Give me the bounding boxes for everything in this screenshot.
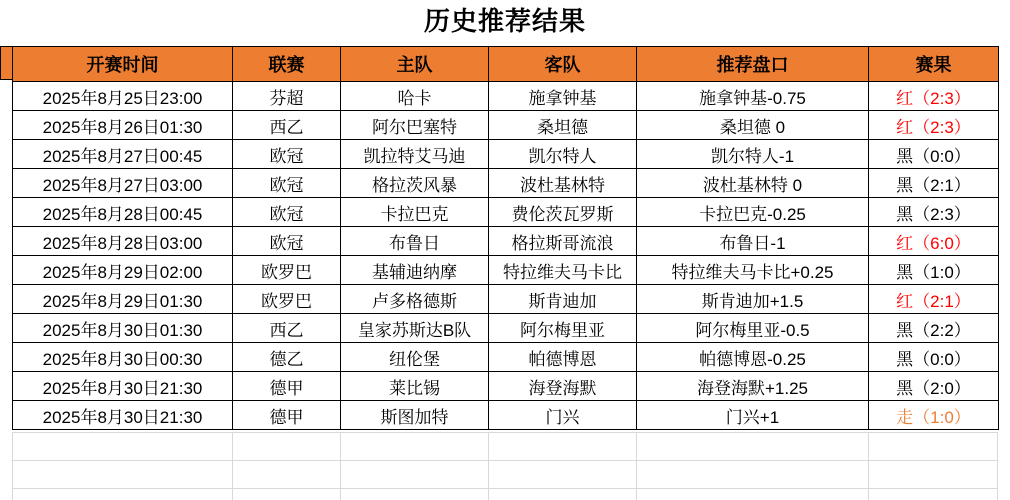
cell-result: 黑（0:0） (869, 343, 999, 372)
cell-away: 桑坦德 (489, 111, 637, 140)
cell-result: 黑（2:3） (869, 198, 999, 227)
cell-pick: 布鲁日-1 (637, 227, 869, 256)
cell-time: 2025年8月29日02:00 (13, 256, 233, 285)
table-row (13, 285, 999, 314)
cell-league: 欧冠 (233, 169, 341, 198)
cell-result: 红（2:1） (869, 285, 999, 314)
cell-time: 2025年8月30日00:30 (13, 343, 233, 372)
header-left-marker (0, 46, 12, 80)
page-title: 历史推荐结果 (423, 6, 586, 36)
cell-time: 2025年8月25日23:00 (13, 82, 233, 111)
cell-result: 红（2:3） (869, 111, 999, 140)
cell-league: 德甲 (233, 401, 341, 430)
cell-home: 哈卡 (341, 82, 489, 111)
cell-result: 黑（2:1） (869, 169, 999, 198)
cell-time: 2025年8月30日21:30 (13, 372, 233, 401)
column-header-result: 赛果 (869, 47, 999, 82)
cell-result: 黑（1:0） (869, 256, 999, 285)
cell-league: 西乙 (233, 314, 341, 343)
results-table-container (12, 46, 998, 430)
cell-home: 格拉茨风暴 (341, 169, 489, 198)
cell-home: 皇家苏斯达B队 (341, 314, 489, 343)
cell-home: 纽伦堡 (341, 343, 489, 372)
cell-pick: 桑坦德 0 (637, 111, 869, 140)
cell-league: 欧冠 (233, 140, 341, 169)
table-header-row (13, 47, 999, 82)
cell-pick: 特拉维夫马卡比+0.25 (637, 256, 869, 285)
cell-pick: 阿尔梅里亚-0.5 (637, 314, 869, 343)
cell-league: 德乙 (233, 343, 341, 372)
table-row (13, 198, 999, 227)
table-row (13, 343, 999, 372)
cell-pick: 海登海默+1.25 (637, 372, 869, 401)
cell-home: 基辅迪纳摩 (341, 256, 489, 285)
cell-home: 莱比锡 (341, 372, 489, 401)
cell-time: 2025年8月30日21:30 (13, 401, 233, 430)
cell-pick: 凯尔特人-1 (637, 140, 869, 169)
table-row (13, 372, 999, 401)
cell-pick: 斯肯迪加+1.5 (637, 285, 869, 314)
cell-league: 德甲 (233, 372, 341, 401)
cell-result: 红（6:0） (869, 227, 999, 256)
column-header-pick: 推荐盘口 (637, 47, 869, 82)
cell-pick: 帕德博恩-0.25 (637, 343, 869, 372)
cell-home: 凯拉特艾马迪 (341, 140, 489, 169)
cell-home: 斯图加特 (341, 401, 489, 430)
cell-time: 2025年8月27日03:00 (13, 169, 233, 198)
cell-home: 布鲁日 (341, 227, 489, 256)
cell-away: 凯尔特人 (489, 140, 637, 169)
cell-home: 卡拉巴克 (341, 198, 489, 227)
cell-time: 2025年8月28日03:00 (13, 227, 233, 256)
cell-result: 黑（2:0） (869, 372, 999, 401)
cell-away: 费伦茨瓦罗斯 (489, 198, 637, 227)
cell-pick: 卡拉巴克-0.25 (637, 198, 869, 227)
cell-away: 门兴 (489, 401, 637, 430)
table-body (13, 82, 999, 430)
cell-away: 阿尔梅里亚 (489, 314, 637, 343)
cell-home: 卢多格德斯 (341, 285, 489, 314)
table-row (13, 256, 999, 285)
table-row (13, 169, 999, 198)
cell-result: 走（1:0） (869, 401, 999, 430)
cell-league: 欧冠 (233, 227, 341, 256)
cell-home: 阿尔巴塞特 (341, 111, 489, 140)
cell-pick: 施拿钟基-0.75 (637, 82, 869, 111)
cell-time: 2025年8月28日00:45 (13, 198, 233, 227)
cell-league: 西乙 (233, 111, 341, 140)
cell-away: 斯肯迪加 (489, 285, 637, 314)
cell-league: 欧罗巴 (233, 256, 341, 285)
cell-time: 2025年8月27日00:45 (13, 140, 233, 169)
cell-result: 黑（0:0） (869, 140, 999, 169)
cell-time: 2025年8月29日01:30 (13, 285, 233, 314)
cell-time: 2025年8月26日01:30 (13, 111, 233, 140)
table-row (13, 314, 999, 343)
column-header-time: 开赛时间 (13, 47, 233, 82)
cell-result: 黑（2:2） (869, 314, 999, 343)
cell-away: 特拉维夫马卡比 (489, 256, 637, 285)
table-row (13, 401, 999, 430)
cell-away: 施拿钟基 (489, 82, 637, 111)
cell-league: 芬超 (233, 82, 341, 111)
table-row (13, 140, 999, 169)
cell-away: 帕德博恩 (489, 343, 637, 372)
table-row (13, 111, 999, 140)
cell-away: 波杜基林特 (489, 169, 637, 198)
cell-league: 欧罗巴 (233, 285, 341, 314)
empty-grid-area (12, 432, 998, 500)
table-row (13, 227, 999, 256)
cell-result: 红（2:3） (869, 82, 999, 111)
column-header-home: 主队 (341, 47, 489, 82)
cell-pick: 门兴+1 (637, 401, 869, 430)
column-header-away: 客队 (489, 47, 637, 82)
results-table (12, 46, 999, 430)
cell-pick: 波杜基林特 0 (637, 169, 869, 198)
table-row (13, 82, 999, 111)
column-header-league: 联赛 (233, 47, 341, 82)
cell-time: 2025年8月30日01:30 (13, 314, 233, 343)
cell-away: 格拉斯哥流浪 (489, 227, 637, 256)
cell-away: 海登海默 (489, 372, 637, 401)
cell-league: 欧冠 (233, 198, 341, 227)
